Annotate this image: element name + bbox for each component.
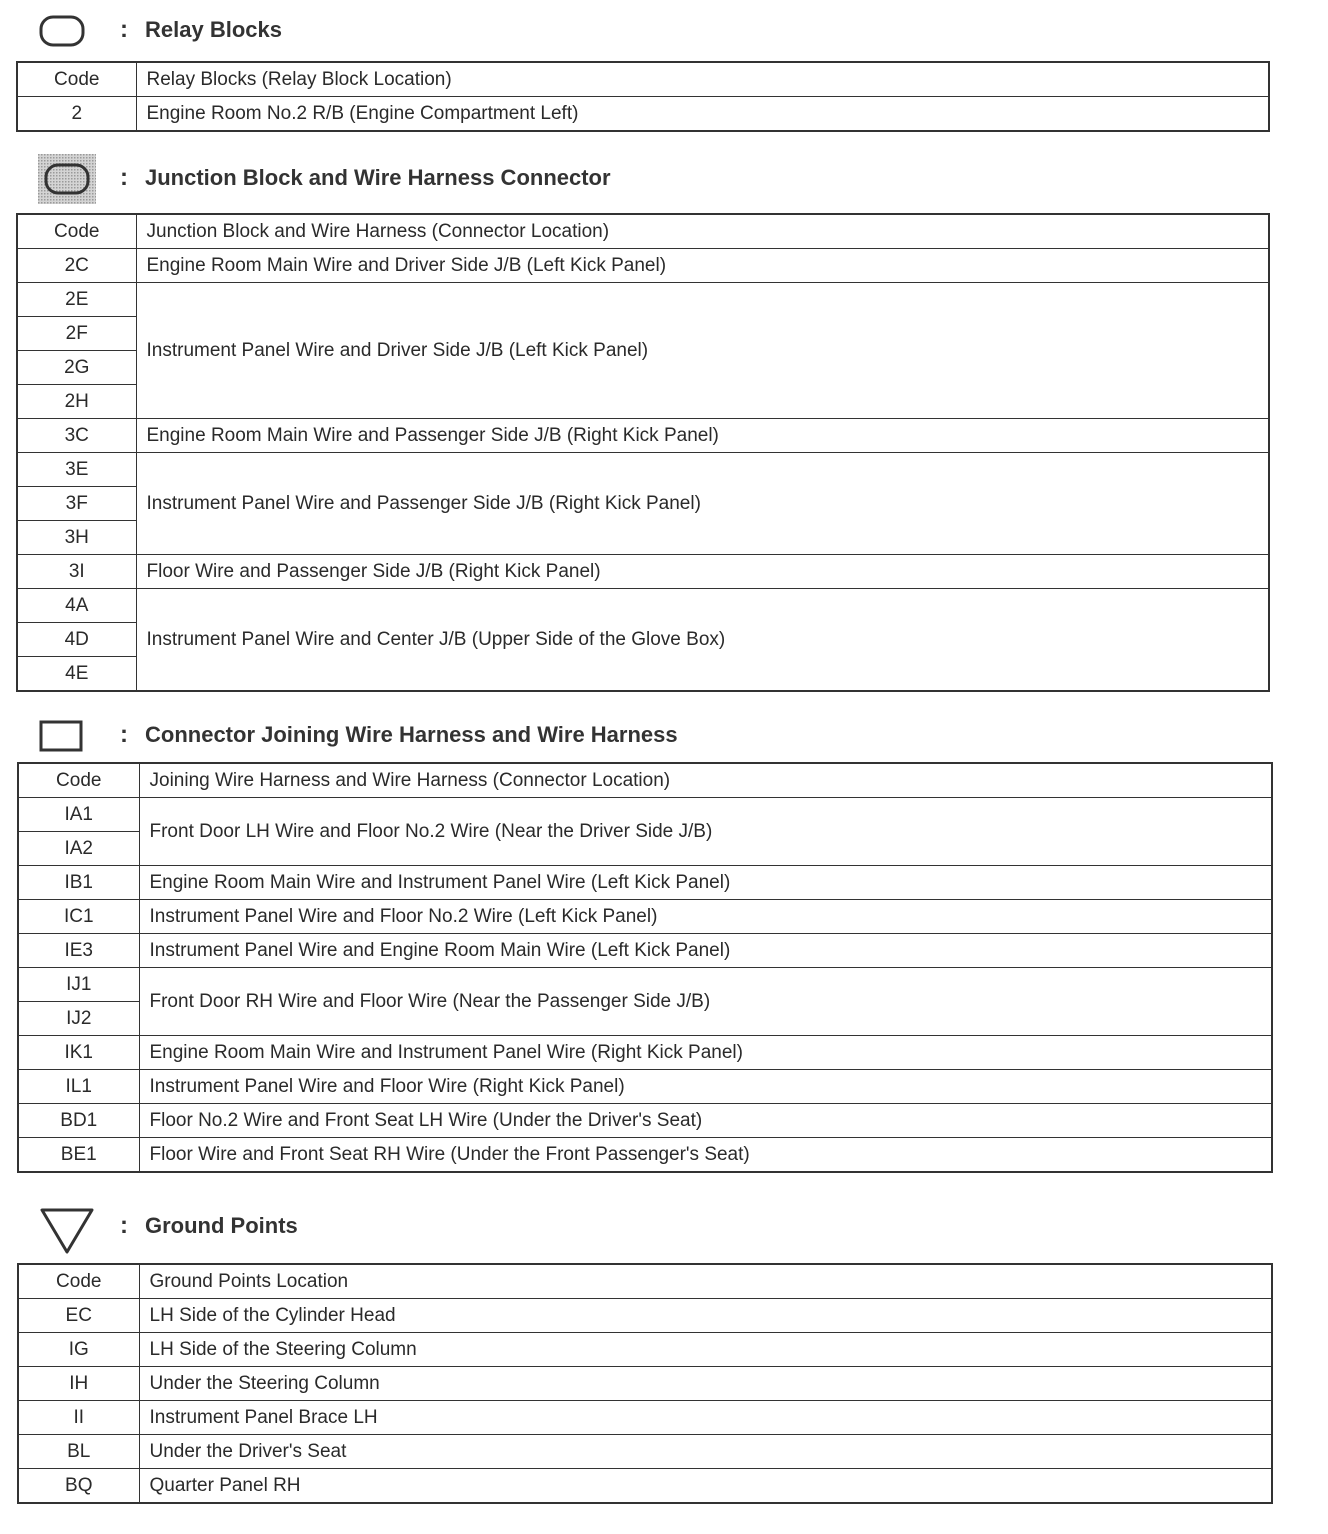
table-row	[18, 900, 1272, 934]
table-row	[17, 419, 1269, 453]
relay-blocks-title: Relay Blocks	[145, 17, 282, 42]
code-column-header: Code	[17, 214, 136, 249]
table-row	[18, 798, 1272, 832]
section-colon: :	[120, 164, 128, 191]
code-cell: IL1	[18, 1070, 139, 1104]
code-cell: IC1	[18, 900, 139, 934]
location-column-header: Ground Points Location	[139, 1264, 1272, 1299]
location-cell: Engine Room No.2 R/B (Engine Compartment Left)	[136, 97, 1269, 132]
location-cell: Front Door LH Wire and Floor No.2 Wire (Near the Driver Side J/B)	[139, 798, 1272, 866]
code-cell: 3H	[17, 521, 136, 555]
table-row	[18, 968, 1272, 1002]
table-row	[17, 97, 1269, 132]
table-row	[18, 1138, 1272, 1173]
code-cell: 3E	[17, 453, 136, 487]
location-cell: Under the Driver's Seat	[139, 1435, 1272, 1469]
ground-points-table	[17, 1263, 1273, 1504]
connector-table	[17, 762, 1273, 1173]
location-cell: Floor Wire and Front Seat RH Wire (Under the Front Passenger's Seat)	[139, 1138, 1272, 1173]
code-cell: 3I	[17, 555, 136, 589]
code-cell: IA2	[18, 832, 139, 866]
table-header-row	[17, 62, 1269, 97]
junction-block-header	[0, 158, 1328, 198]
location-cell: Front Door RH Wire and Floor Wire (Near the Passenger Side J/B)	[139, 968, 1272, 1036]
code-cell: 4E	[17, 657, 136, 692]
table-row	[18, 1367, 1272, 1401]
code-cell: 4D	[17, 623, 136, 657]
section-colon: :	[120, 1212, 128, 1239]
table-row	[17, 589, 1269, 623]
table-row	[17, 283, 1269, 317]
location-cell: Instrument Panel Wire and Center J/B (Upper Side of the Glove Box)	[136, 589, 1269, 692]
location-cell: Floor Wire and Passenger Side J/B (Right Kick Panel)	[136, 555, 1269, 589]
relay-blocks-body	[17, 62, 1269, 131]
location-column-header: Relay Blocks (Relay Block Location)	[136, 62, 1269, 97]
table-row	[17, 453, 1269, 487]
code-column-header: Code	[17, 62, 136, 97]
section-colon: :	[120, 721, 128, 748]
location-cell: LH Side of the Steering Column	[139, 1333, 1272, 1367]
location-cell: Engine Room Main Wire and Driver Side J/B (Left Kick Panel)	[136, 249, 1269, 283]
location-cell: LH Side of the Cylinder Head	[139, 1299, 1272, 1333]
junction-block-title: Junction Block and Wire Harness Connector	[145, 165, 611, 190]
table-row	[18, 1435, 1272, 1469]
location-cell: Instrument Panel Wire and Floor No.2 Wire (Left Kick Panel)	[139, 900, 1272, 934]
table-row	[18, 1070, 1272, 1104]
code-column-header: Code	[18, 763, 139, 798]
table-row	[18, 1104, 1272, 1138]
table-row	[18, 1036, 1272, 1070]
triangle-down-icon	[38, 1206, 98, 1256]
section-colon: :	[120, 16, 128, 43]
code-cell: EC	[18, 1299, 139, 1333]
code-cell: IB1	[18, 866, 139, 900]
connector-header	[0, 715, 1328, 755]
code-cell: 2F	[17, 317, 136, 351]
relay-blocks-header	[0, 10, 1328, 50]
relay-blocks-table	[16, 61, 1270, 132]
table-header-row	[17, 214, 1269, 249]
rounded-rectangle-icon	[38, 14, 86, 48]
location-cell: Engine Room Main Wire and Instrument Panel Wire (Left Kick Panel)	[139, 866, 1272, 900]
junction-block-table	[16, 213, 1270, 692]
location-cell: Under the Steering Column	[139, 1367, 1272, 1401]
code-cell: BE1	[18, 1138, 139, 1173]
location-cell: Instrument Panel Brace LH	[139, 1401, 1272, 1435]
table-row	[18, 1299, 1272, 1333]
location-cell: Instrument Panel Wire and Engine Room Main Wire (Left Kick Panel)	[139, 934, 1272, 968]
connector-title: Connector Joining Wire Harness and Wire Harness	[145, 722, 678, 747]
code-cell: BQ	[18, 1469, 139, 1504]
code-cell: 4A	[17, 589, 136, 623]
code-cell: IE3	[18, 934, 139, 968]
table-header-row	[18, 763, 1272, 798]
code-cell: IJ1	[18, 968, 139, 1002]
table-row	[17, 249, 1269, 283]
code-cell: IK1	[18, 1036, 139, 1070]
location-cell: Engine Room Main Wire and Instrument Panel Wire (Right Kick Panel)	[139, 1036, 1272, 1070]
location-cell: Instrument Panel Wire and Driver Side J/B (Left Kick Panel)	[136, 283, 1269, 419]
code-cell: 3C	[17, 419, 136, 453]
location-cell: Instrument Panel Wire and Passenger Side J/B (Right Kick Panel)	[136, 453, 1269, 555]
code-cell: 3F	[17, 487, 136, 521]
code-cell: IJ2	[18, 1002, 139, 1036]
location-cell: Instrument Panel Wire and Floor Wire (Right Kick Panel)	[139, 1070, 1272, 1104]
code-cell: BD1	[18, 1104, 139, 1138]
code-column-header: Code	[18, 1264, 139, 1299]
table-row	[18, 1469, 1272, 1504]
table-row	[18, 866, 1272, 900]
table-header-row	[18, 1264, 1272, 1299]
code-cell: 2C	[17, 249, 136, 283]
code-cell: II	[18, 1401, 139, 1435]
code-cell: 2	[17, 97, 136, 132]
ground-points-title: Ground Points	[145, 1213, 298, 1238]
code-cell: 2G	[17, 351, 136, 385]
code-cell: 2H	[17, 385, 136, 419]
location-cell: Engine Room Main Wire and Passenger Side J/B (Right Kick Panel)	[136, 419, 1269, 453]
code-cell: IG	[18, 1333, 139, 1367]
location-cell: Floor No.2 Wire and Front Seat LH Wire (Under the Driver's Seat)	[139, 1104, 1272, 1138]
table-row	[18, 1401, 1272, 1435]
table-row	[18, 934, 1272, 968]
shaded-rounded-rectangle-icon	[38, 154, 96, 204]
location-cell: Quarter Panel RH	[139, 1469, 1272, 1504]
code-cell: IA1	[18, 798, 139, 832]
location-column-header: Joining Wire Harness and Wire Harness (Connector Location)	[139, 763, 1272, 798]
ground-points-header	[0, 1206, 1328, 1246]
rectangle-icon	[38, 719, 86, 753]
table-row	[18, 1333, 1272, 1367]
code-cell: IH	[18, 1367, 139, 1401]
location-column-header: Junction Block and Wire Harness (Connector Location)	[136, 214, 1269, 249]
code-cell: BL	[18, 1435, 139, 1469]
code-cell: 2E	[17, 283, 136, 317]
table-row	[17, 555, 1269, 589]
